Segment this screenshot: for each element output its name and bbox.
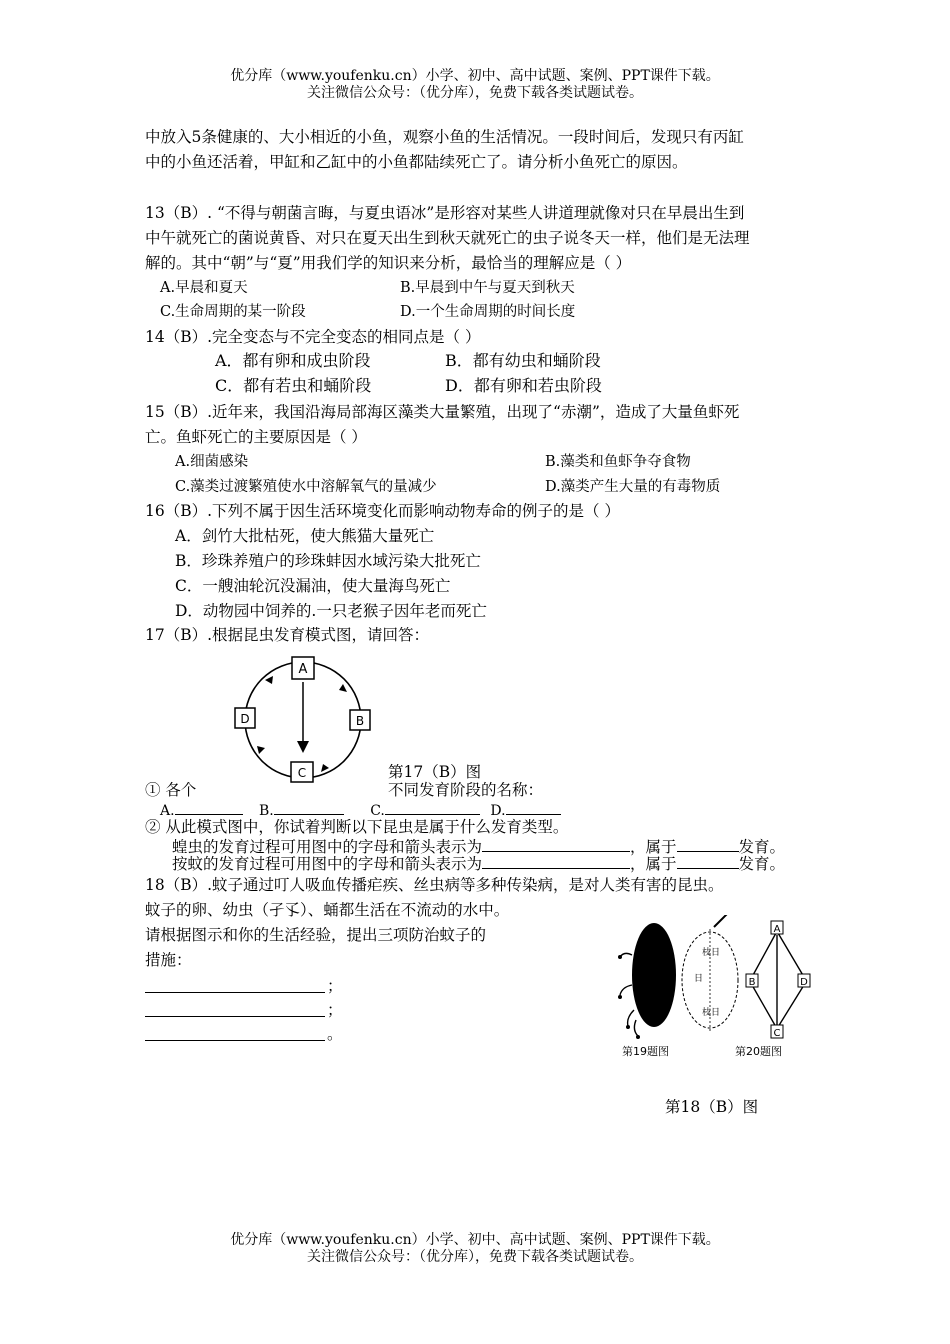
- q17-locust-devel: 发育。: [738, 838, 786, 856]
- cycle-arrow-ab: [339, 684, 347, 692]
- q17-stem: 17（B）.根据昆虫发育模式图，请回答：: [145, 626, 430, 644]
- node-a: [292, 657, 314, 679]
- q16-option-a: A．剑竹大批枯死，使大熊猫大量死亡: [175, 527, 435, 545]
- page-header-line2: 关注微信公众号：（优分库），免费下载各类试题试卷。: [307, 85, 643, 101]
- q13-option-c: C.生命周期的某一阶段: [160, 304, 306, 320]
- q14-option-d: D．都有卵和若虫阶段: [445, 376, 602, 395]
- q16-stem: 16（B）.下列不属于因生活环境变化而影响动物寿命的例子的是（ ）: [145, 502, 620, 520]
- q17-blank-b[interactable]: [274, 799, 344, 815]
- page-header-line1: 优分库（www.youfenku.cn）小学、初中、高中试题、案例、PPT课件下载。: [230, 68, 720, 84]
- q17-sub1-left: ① 各个: [145, 781, 197, 799]
- q17-blank-c[interactable]: [385, 799, 480, 815]
- mosquito-egg-figure: [618, 923, 676, 1039]
- q15-stem-line2: 亡。鱼虾死亡的主要原因是（ ）: [145, 428, 367, 446]
- svg-text:D: D: [240, 712, 250, 726]
- q18-figure-caption: 第18（B）图: [665, 1098, 759, 1116]
- q18-answer-end-3: 。: [327, 1025, 343, 1043]
- q17-locust-type-blank[interactable]: [677, 836, 739, 852]
- q16-option-c: C．一艘油轮沉没漏油，使大量海鸟死亡: [175, 577, 451, 595]
- cycle-arrow-cd: [257, 746, 265, 754]
- page-footer-line1: 优分库（www.youfenku.cn）小学、初中、高中试题、案例、PPT课件下载。: [230, 1232, 720, 1248]
- q17-blank-d[interactable]: [506, 799, 561, 815]
- svg-text:C: C: [773, 1028, 781, 1039]
- q17-mosquito-blank[interactable]: [482, 853, 630, 869]
- svg-text:A: A: [298, 662, 308, 677]
- insect-development-cycle-diagram: [225, 652, 385, 787]
- intro-line1: 中放入5条健康的、大小相近的小鱼，观察小鱼的生活情况。一段时间后，发现只有丙缸: [145, 128, 744, 146]
- svg-text:C: C: [297, 766, 307, 780]
- q18-answer-line-3[interactable]: [145, 1040, 325, 1041]
- q18-stem-line2: 蚊子的卵、幼虫（孑孓）、蛹都生活在不流动的水中。: [145, 901, 510, 919]
- node-c: [291, 762, 313, 782]
- q15-option-a: A.细菌感染: [175, 454, 249, 470]
- q15-option-c: C.藻类过渡繁殖使水中溶解氧气的量减少: [175, 479, 437, 495]
- q13-stem-line1: 13（B）. “不得与朝菌言晦，与夏虫语冰”是形容对某些人讲道理就像对只在早晨出生到: [145, 204, 745, 222]
- svg-text:B: B: [748, 977, 756, 988]
- q18-answer-line-1[interactable]: [145, 992, 325, 993]
- fig-label-right: 第20题图: [735, 1045, 782, 1058]
- fig-mid-label-top: 枝日: [702, 948, 721, 958]
- node-d: [235, 708, 255, 728]
- q13-stem-line3: 解的。其中“朝”与“夏”用我们学的知识来分析，最恰当的理解应是（ ）: [145, 254, 632, 272]
- q15-option-d: D.藻类产生大量的有毒物质: [545, 479, 721, 495]
- q14-option-c: C．都有若虫和蛹阶段: [215, 376, 372, 395]
- q17-sub1-right: 不同发育阶段的名称：: [388, 781, 544, 799]
- q14-option-a: A．都有卵和成虫阶段: [215, 351, 371, 370]
- mosquito-lifecycle-figure: [682, 915, 738, 1031]
- q18-answer-line-2[interactable]: [145, 1016, 325, 1017]
- fig-mid-label-bot: 枝日: [702, 1008, 721, 1018]
- q17-mosquito-type-blank[interactable]: [677, 853, 739, 869]
- q14-option-b: B．都有幼虫和蛹阶段: [445, 351, 601, 370]
- svg-text:A: A: [773, 924, 781, 935]
- q18-figure: [610, 915, 825, 1065]
- q13-stem-line2: 中午就死亡的菌说黄昏、对只在夏天出生到秋天就死亡的虫子说冬天一样，他们是无法理: [145, 229, 750, 247]
- q13-option-b: B.早晨到中午与夏天到秋天: [400, 280, 575, 296]
- q13-option-d: D.一个生命周期的时间长度: [400, 304, 576, 320]
- q18-stem-line4: 措施：: [145, 951, 192, 969]
- q17-mosquito-line: [172, 853, 785, 874]
- q16-option-d: D．动物园中饲养的.一只老猴子因年老而死亡: [175, 602, 487, 620]
- page-footer-line2: 关注微信公众号：（优分库），免费下载各类试题试卷。: [307, 1249, 643, 1265]
- q18-stem-line3: 请根据图示和你的生活经验，提出三项防治蚊子的: [145, 926, 487, 944]
- q17-label-c: C.: [370, 803, 385, 819]
- q13-option-a: A.早晨和夏天: [160, 280, 248, 296]
- cycle-arrow-da: [265, 676, 273, 684]
- svg-text:D: D: [800, 977, 808, 988]
- q16-option-b: B．珍珠养殖户的珍珠蚌因水域污染大批死亡: [175, 552, 481, 570]
- node-b: [350, 710, 370, 730]
- q18-stem-line1: 18（B）.蚊子通过叮人吸血传播疟疾、丝虫病等多种传染病，是对人类有害的昆虫。: [145, 876, 724, 894]
- diamond-cycle-diagram: [746, 921, 810, 1039]
- q17-sub2: ② 从此模式图中，你试着判断以下昆虫是属于什么发育类型。: [145, 818, 569, 836]
- q17-label-b: B.: [259, 803, 274, 819]
- q17-locust-blank[interactable]: [482, 836, 630, 852]
- q15-option-b: B.藻类和鱼虾争夺食物: [545, 454, 691, 470]
- q17-mosquito-belong: ，属于: [630, 855, 677, 873]
- q17-locust-belong: ，属于: [630, 838, 677, 856]
- fig-mid-label-mid: 日: [694, 974, 704, 984]
- q15-stem-line1: 15（B）.近年来，我国沿海局部海区藻类大量繁殖，出现了“赤潮”，造成了大量鱼虾死: [145, 403, 740, 421]
- fig-label-left: 第19题图: [622, 1045, 669, 1058]
- q14-stem: 14（B）.完全变态与不完全变态的相同点是（ ）: [145, 328, 481, 346]
- q17-label-d: D.: [490, 803, 506, 819]
- svg-text:B: B: [355, 714, 365, 728]
- q18-answer-end-2: ；: [327, 1001, 343, 1019]
- q17-label-a: A.: [160, 803, 175, 819]
- q17-figure-caption: 第17（B）图: [388, 763, 482, 781]
- q18-answer-end-1: ；: [327, 977, 343, 995]
- cycle-arrow-bc: [321, 764, 329, 772]
- q17-mosquito-devel: 发育。: [738, 855, 786, 873]
- q17-blank-a[interactable]: [175, 799, 243, 815]
- q17-locust-prefix: 蝗虫的发育过程可用图中的字母和箭头表示为: [172, 838, 483, 856]
- q17-mosquito-prefix: 按蚊的发育过程可用图中的字母和箭头表示为: [172, 855, 483, 873]
- intro-line2: 中的小鱼还活着，甲缸和乙缸中的小鱼都陆续死亡了。请分析小鱼死亡的原因。: [145, 153, 688, 171]
